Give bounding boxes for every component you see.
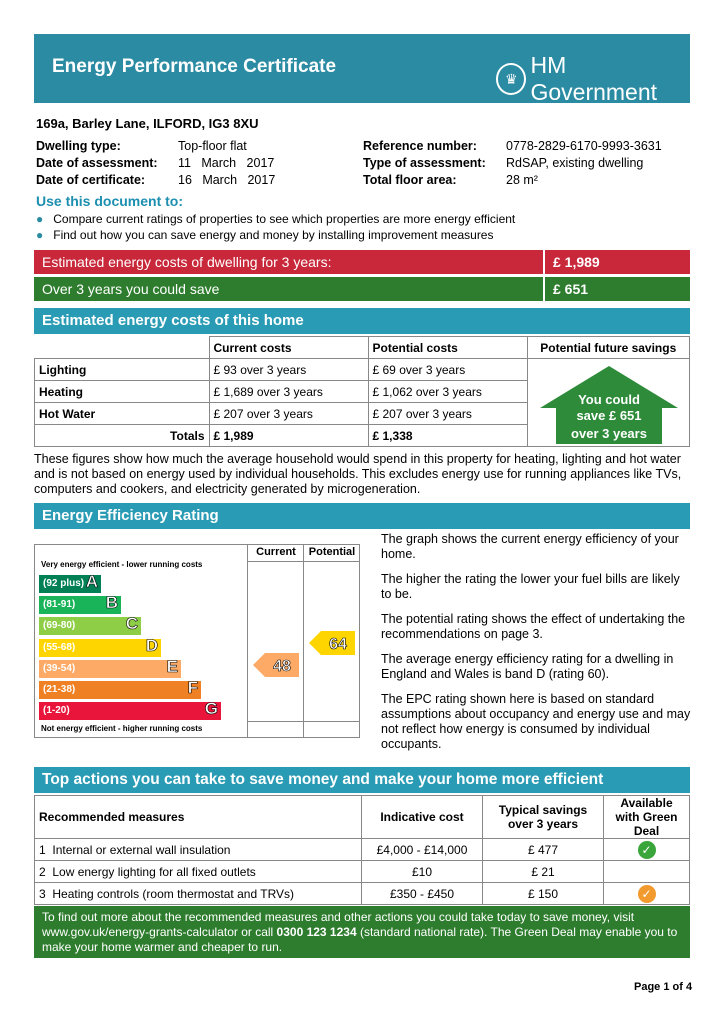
date-certificate-label: Date of certificate: — [36, 173, 146, 187]
current-column — [247, 545, 304, 737]
savings-line-3: over 3 years — [571, 426, 647, 441]
rating-heading: Energy Efficiency Rating — [34, 503, 690, 529]
rating-chart — [34, 544, 360, 738]
band-range: (69-80) — [43, 620, 76, 632]
dwelling-type-label: Dwelling type: — [36, 139, 121, 153]
costs-note: These figures show how much the average household would spend in this property for heating, lighting and hot water and is not based on energy used by individual households. This excludes energy use for running appliances like TVs, computers and cookers, and electricity generated by microgeneration. — [34, 452, 682, 496]
band-letter: B — [105, 593, 118, 613]
rating-band-b — [39, 593, 121, 614]
totals-row: Totals £ 1,989 £ 1,338 — [35, 425, 690, 447]
rating-band-c — [39, 614, 141, 635]
band-range: (81-91) — [43, 599, 76, 611]
date-assessment: 11 March 2017 — [178, 156, 275, 170]
rating-band-d — [39, 635, 161, 657]
cost-bar: Estimated energy costs of dwelling for 3 years: — [34, 250, 543, 274]
type-assessment: RdSAP, existing dwelling — [506, 156, 644, 170]
bottom-label: Not energy efficient - higher running costs — [41, 724, 203, 733]
band-letter: F — [187, 678, 198, 697]
potential-header: Potential — [308, 546, 356, 558]
rating-band-g — [39, 699, 221, 720]
phone-number: 0300 123 1234 — [276, 925, 357, 939]
col-measures: Recommended measures — [35, 796, 362, 839]
rating-band-f — [39, 678, 201, 699]
table-row: 1 Internal or external wall insulation £4,000 - £14,000 £ 477 ✓ — [35, 839, 690, 861]
savings-line-1: You could — [578, 392, 640, 407]
col-green: Available with Green Deal — [604, 796, 690, 839]
save-bar: Over 3 years you could save — [34, 277, 543, 301]
band-range: (39-54) — [43, 662, 76, 674]
band-range: (92 plus) — [43, 578, 85, 589]
band-letter: D — [145, 635, 158, 655]
band-range: (55-68) — [43, 641, 76, 653]
band-range: (21-38) — [43, 684, 76, 695]
potential-rating-arrow — [309, 631, 355, 655]
col-future: Potential future savings — [527, 337, 690, 359]
actions-heading: Top actions you can take to save money and make your home more efficient — [34, 767, 690, 793]
save-value: £ 651 — [545, 277, 690, 301]
potential-rating: 64 — [329, 636, 347, 653]
page-number: Page 1 of 4 — [634, 981, 693, 993]
band-letter: G — [204, 699, 218, 719]
col-cost: Indicative cost — [362, 796, 483, 839]
cost-value: £ 1,989 — [545, 250, 690, 274]
dwelling-type: Top-floor flat — [178, 139, 247, 153]
rating-text: The graph shows the current energy efficiency of your home. The higher the rating the lower your fuel bills are likely to be. The potential rating shows the effect of undertaking the recommendations on page 3. The average energy efficiency rating for a dwelling in England and Wales is band D (rating 60). The EPC rating shown here is based on standard assumptions about occupancy and energy use and may not reflect how energy is consumed by individual occupants. — [381, 532, 691, 751]
gov-logo — [496, 52, 690, 106]
current-rating: 48 — [273, 658, 291, 675]
costs-heading: Estimated energy costs of this home — [34, 308, 690, 334]
actions-table — [34, 795, 690, 905]
table-row: Lighting £ 93 over 3 years £ 69 over 3 years — [35, 359, 690, 381]
table-row: 2 Low energy lighting for all fixed outlets £10 £ 21 — [35, 861, 690, 883]
date-assessment-label: Date of assessment: — [36, 156, 158, 170]
current-header: Current — [256, 546, 296, 558]
type-assessment-label: Type of assessment: — [363, 156, 486, 170]
savings-line-2: save £ 651 — [576, 408, 642, 423]
bullet-icon: ● — [36, 228, 44, 242]
rating-band-a — [39, 572, 101, 593]
table-row: 3 Heating controls (room thermostat and TRVs) £350 - £450 £ 150 ✓ — [35, 883, 690, 905]
use-doc-bullet: ● Find out how you can save energy and money by installing improvement measures — [36, 228, 494, 242]
savings-arrow — [540, 366, 678, 444]
check-icon: ✓ — [638, 885, 656, 903]
use-doc-heading: Use this document to: — [36, 193, 184, 209]
page-title: Energy Performance Certificate — [52, 56, 337, 77]
address: 169a, Barley Lane, ILFORD, IG3 8XU — [36, 116, 259, 131]
reference-number: 0778-2829-6170-9993-3631 — [506, 139, 662, 153]
gov-label: HM Government — [530, 52, 658, 105]
floor-area: 28 m² — [506, 173, 538, 187]
rating-band-e — [39, 656, 181, 678]
table-row: Hot Water £ 207 over 3 years £ 207 over 3 years — [35, 403, 690, 425]
date-certificate: 16 March 2017 — [178, 173, 276, 187]
col-potential: Potential costs — [368, 337, 527, 359]
bullet-icon: ● — [36, 212, 44, 226]
col-current: Current costs — [209, 337, 368, 359]
band-letter: A — [85, 572, 98, 591]
crest-icon: ♛ — [496, 63, 526, 95]
use-doc-bullet: ● Compare current ratings of properties to see which properties are more energy efficient — [36, 212, 516, 226]
current-rating-arrow — [253, 653, 299, 677]
table-row: Heating £ 1,689 over 3 years £ 1,062 over 3 years — [35, 381, 690, 403]
band-range: (1-20) — [43, 705, 70, 717]
check-icon: ✓ — [638, 841, 656, 859]
col-savings: Typical savings over 3 years — [483, 796, 604, 839]
reference-label: Reference number: — [363, 139, 477, 153]
top-label: Very energy efficient - lower running costs — [41, 560, 203, 569]
band-letter: C — [125, 614, 138, 634]
footer-info: To find out more about the recommended measures and other actions you could take today to save money, visit www.gov.uk/energy-grants-calculator or call 0300 123 1234 (standard national rate). The Green Deal may enable you to make your home warmer and cheaper to run. — [34, 906, 690, 958]
header-banner — [34, 34, 690, 103]
floor-area-label: Total floor area: — [363, 173, 457, 187]
band-letter: E — [166, 656, 178, 676]
